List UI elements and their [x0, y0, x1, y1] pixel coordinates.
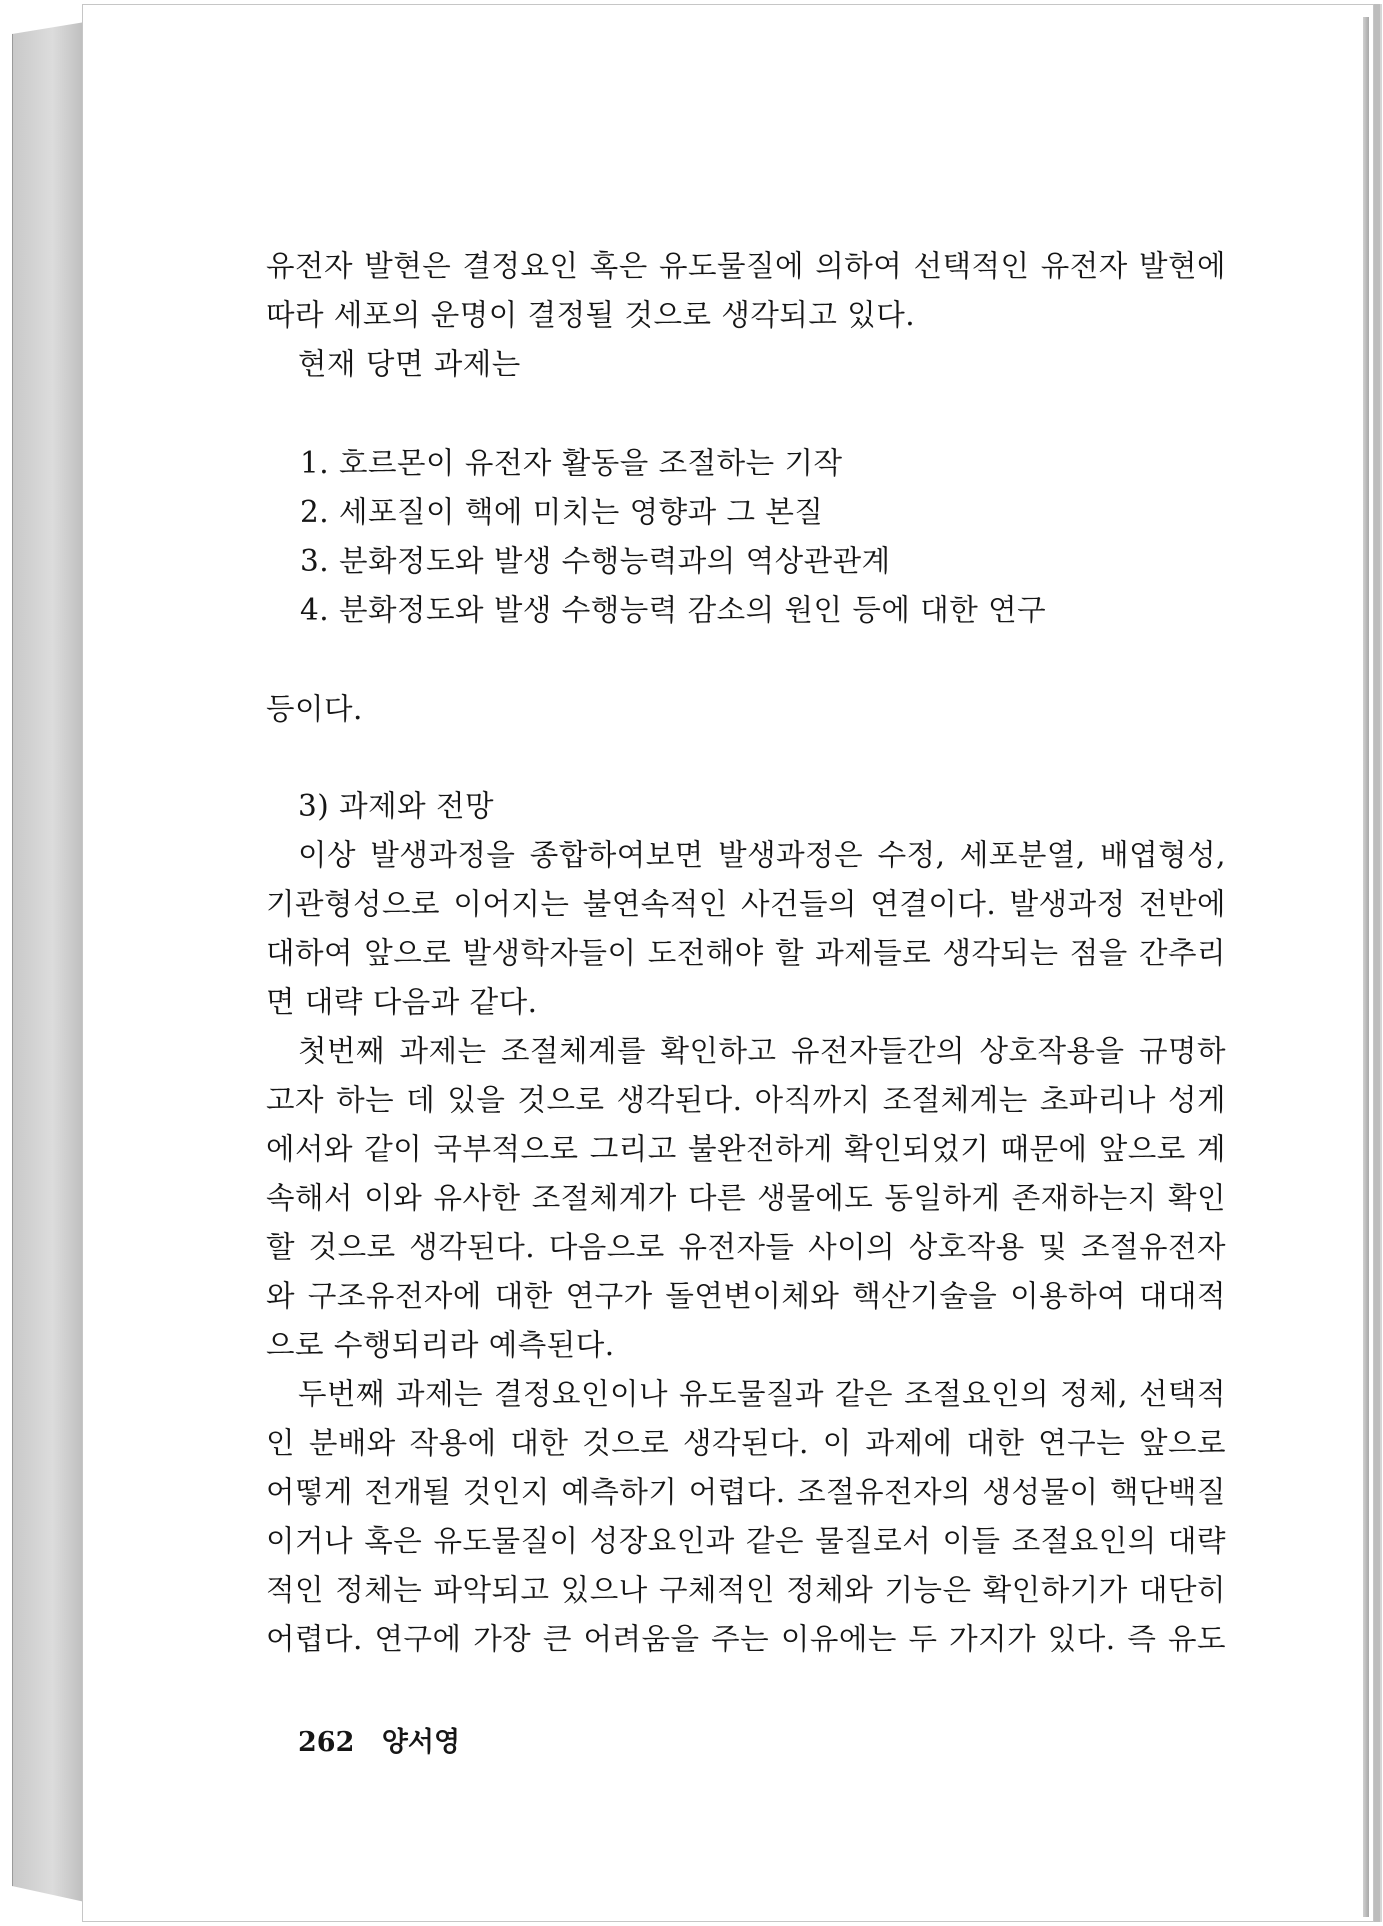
list-item: 3. 분화정도와 발생 수행능력과의 역상관관계	[300, 544, 891, 578]
list-item: 4. 분화정도와 발생 수행능력 감소의 원인 등에 대한 연구	[300, 593, 1047, 627]
page-number: 262	[298, 1727, 355, 1758]
text-line: 유전자 발현은 결정요인 혹은 유도물질에 의하여 선택적인 유전자 발현에	[266, 249, 1226, 283]
text-line: 인 분배와 작용에 대한 것으로 생각된다. 이 과제에 대한 연구는 앞으로	[266, 1426, 1226, 1460]
text-line: 대하여 앞으로 발생학자들이 도전해야 할 과제들로 생각되는 점을 간추리	[266, 936, 1226, 970]
text-line: 두번째 과제는 결정요인이나 유도물질과 같은 조절요인의 정체, 선택적	[298, 1377, 1226, 1411]
page-edge	[1363, 17, 1369, 1917]
text-line: 적인 정체는 파악되고 있으나 구체적인 정체와 기능은 확인하기가 대단히	[266, 1573, 1226, 1607]
text-line: 기관형성으로 이어지는 불연속적인 사건들의 연결이다. 발생과정 전반에	[266, 887, 1226, 921]
text-line: 와 구조유전자에 대한 연구가 돌연변이체와 핵산기술을 이용하여 대대적	[266, 1279, 1226, 1313]
section-heading: 3) 과제와 전망	[298, 789, 495, 823]
running-author: 양서영	[381, 1727, 461, 1758]
text-line: 어렵다. 연구에 가장 큰 어려움을 주는 이유에는 두 가지가 있다. 즉 유도	[266, 1622, 1226, 1656]
spacer	[266, 635, 1226, 685]
text-line: 으로 수행되리라 예측된다.	[266, 1328, 615, 1362]
spacer	[266, 389, 1226, 439]
text-line: 이상 발생과정을 종합하여보면 발생과정은 수정, 세포분열, 배엽형성,	[298, 838, 1226, 872]
page-footer	[298, 1720, 460, 1759]
body-text	[266, 242, 1226, 1664]
book-spine	[12, 22, 85, 1902]
text-line: 등이다.	[266, 692, 363, 726]
text-line: 이거나 혹은 유도물질이 성장요인과 같은 물질로서 이들 조절요인의 대략	[266, 1524, 1226, 1558]
text-line: 고자 하는 데 있을 것으로 생각된다. 아직까지 조절체계는 초파리나 성게	[266, 1083, 1226, 1117]
text-line: 면 대략 다음과 같다.	[266, 985, 538, 1019]
spacer	[266, 734, 1226, 782]
list-item: 2. 세포질이 핵에 미치는 영향과 그 본질	[300, 495, 824, 529]
text-line: 속해서 이와 유사한 조절체계가 다른 생물에도 동일하게 존재하는지 확인	[266, 1181, 1226, 1215]
text-line: 어떻게 전개될 것인지 예측하기 어렵다. 조절유전자의 생성물이 핵단백질	[266, 1475, 1226, 1509]
text-line: 첫번째 과제는 조절체계를 확인하고 유전자들간의 상호작용을 규명하	[298, 1034, 1226, 1068]
text-line: 에서와 같이 국부적으로 그리고 불완전하게 확인되었기 때문에 앞으로 계	[266, 1132, 1226, 1166]
list-item: 1. 호르몬이 유전자 활동을 조절하는 기작	[300, 446, 843, 480]
text-line: 따라 세포의 운명이 결정될 것으로 생각되고 있다.	[266, 298, 916, 332]
text-line: 현재 당면 과제는	[298, 347, 521, 381]
text-line: 할 것으로 생각된다. 다음으로 유전자들 사이의 상호작용 및 조절유전자	[266, 1230, 1226, 1264]
